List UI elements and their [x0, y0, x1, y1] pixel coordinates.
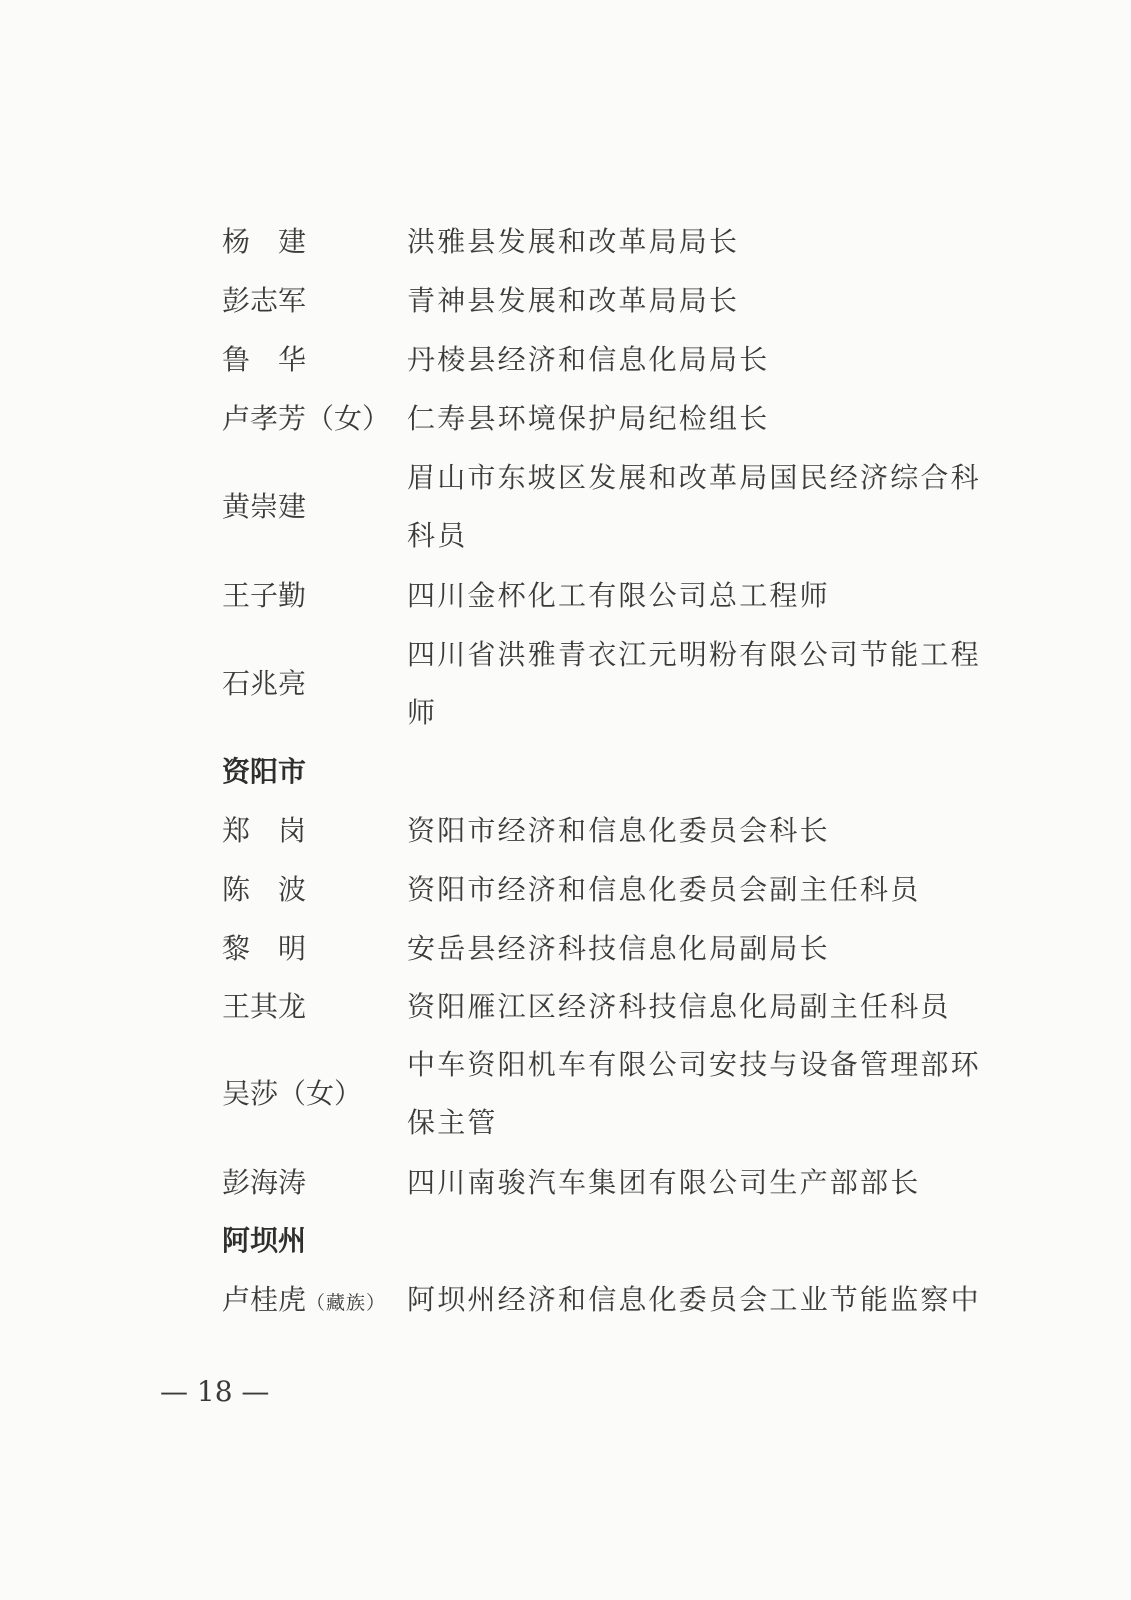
person-name: 彭志军	[222, 284, 307, 317]
person-title: 中车资阳机车有限公司安技与设备管理部环保主管	[407, 1048, 981, 1139]
person-name: 黄崇建	[222, 490, 307, 523]
person-title: 青神县发展和改革局局长	[407, 284, 740, 317]
person-title: 洪雅县发展和改革局局长	[407, 225, 740, 258]
person-title: 仁寿县环境保护局纪检组长	[407, 402, 770, 435]
person-title: 丹棱县经济和信息化局局长	[407, 343, 770, 376]
section-heading-ziyang: 资阳市	[222, 755, 307, 788]
page-number: — 18 —	[160, 1375, 270, 1408]
person-title: 眉山市东坡区发展和改革局国民经济综合科科员	[407, 461, 981, 552]
person-name: 黎 明	[222, 932, 307, 965]
person-name: 吴莎（女）	[222, 1077, 363, 1110]
person-title: 四川金杯化工有限公司总工程师	[407, 579, 830, 612]
person-title: 阿坝州经济和信息化委员会工业节能监察中	[407, 1283, 981, 1316]
person-title: 四川南骏汽车集团有限公司生产部部长	[407, 1166, 921, 1199]
person-name: 陈 波	[222, 873, 307, 906]
section-heading-aba: 阿坝州	[222, 1224, 307, 1257]
person-name: 石兆亮	[222, 667, 307, 700]
person-name: 杨 建	[222, 225, 307, 258]
person-name: 卢孝芳（女）	[222, 402, 391, 435]
person-name: 卢桂虎（藏族）	[222, 1283, 387, 1316]
person-title: 安岳县经济科技信息化局副局长	[407, 932, 830, 965]
person-name: 郑 岗	[222, 814, 307, 847]
person-name: 鲁 华	[222, 343, 307, 376]
person-name: 王其龙	[222, 990, 307, 1023]
person-title: 资阳雁江区经济科技信息化局副主任科员	[407, 990, 951, 1023]
person-name: 王子勤	[222, 579, 307, 612]
person-title: 资阳市经济和信息化委员会科长	[407, 814, 830, 847]
person-title: 四川省洪雅青衣江元明粉有限公司节能工程师	[407, 638, 981, 729]
person-title: 资阳市经济和信息化委员会副主任科员	[407, 873, 921, 906]
ethnicity-note: （藏族）	[306, 1292, 387, 1314]
person-name: 彭海涛	[222, 1166, 307, 1199]
